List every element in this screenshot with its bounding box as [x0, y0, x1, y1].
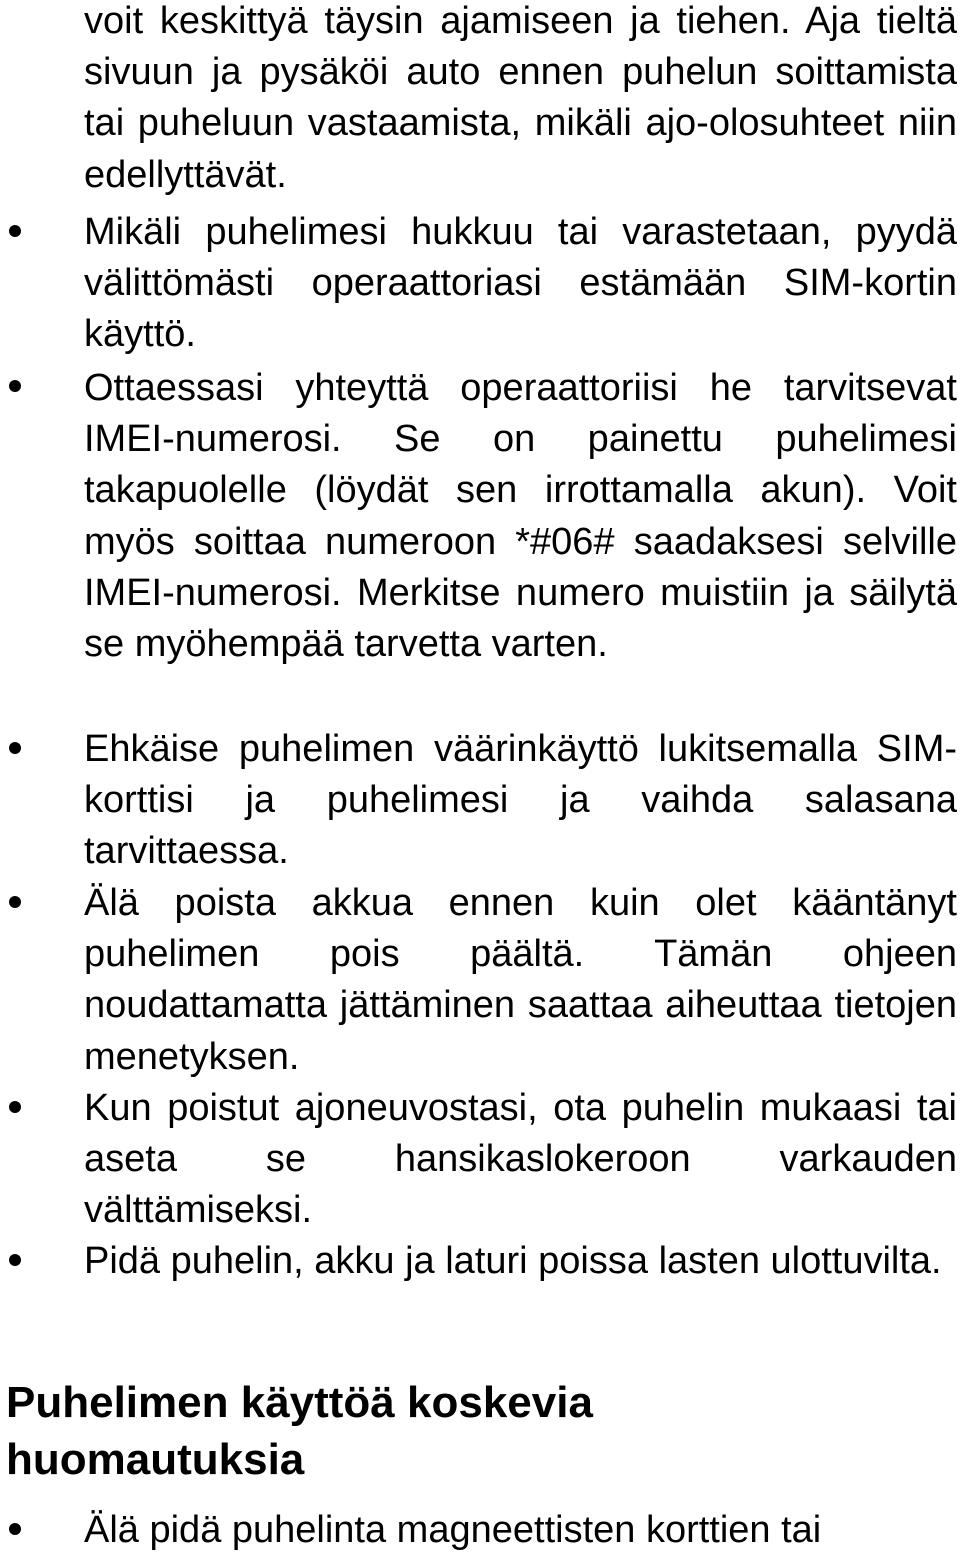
section-heading-line: Puhelimen käyttöä koskevia: [6, 1378, 593, 1427]
bullet-item: Kun poistut ajoneuvostasi, ota puhelin mukaasi tai aseta se hansikaslokeroon varkauden välttämiseksi.: [84, 1087, 957, 1232]
bullet-icon: [9, 1254, 21, 1266]
bullet-item: Mikäli puhelimesi hukkuu tai varastetaan, pyydä välittömästi operaattoriasi estämään SIM-kortin käyttö.: [84, 211, 957, 356]
bullet-icon: [9, 742, 21, 754]
bullet-item: Ottaessasi yhteyttä operaattoriisi he tarvitsevat IMEI-numerosi. Se on painettu puhelimesi takapuolelle (löydät sen irrottamalla akun). Voit myös soittaa numeroon *#06# saadaksesi selville IMEI-numerosi. Merkitse numero muistiin ja säilytä se myöhempää tarvetta varten.: [84, 367, 957, 666]
bullet-item: Ehkäise puhelimen väärinkäyttö lukitsemalla SIM-korttisi ja puhelimesi ja vaihda salasana tarvittaessa.: [84, 728, 957, 873]
section-heading-line: huomautuksia: [6, 1435, 305, 1484]
bullet-icon: [9, 1523, 21, 1535]
section-heading: [6, 1374, 946, 1488]
bullet-icon: [9, 1101, 21, 1113]
bullet-item: Pidä puhelin, akku ja laturi poissa lasten ulottuvilta.: [84, 1240, 942, 1282]
bullet-item: Älä pidä puhelinta magneettisten korttien tai: [84, 1509, 822, 1551]
bullet-icon: [9, 380, 21, 392]
bullet-icon: [9, 225, 21, 237]
continuation-paragraph: voit keskittyä täysin ajamiseen ja tiehen. Aja tieltä sivuun ja pysäköi auto ennen puhelun soittamista tai puheluun vastaamista, mikäli ajo-olosuhteet niin edellyttävät.: [84, 0, 957, 196]
bullet-item: Älä poista akkua ennen kuin olet kääntänyt puhelimen pois päältä. Tämän ohjeen noudattamatta jättäminen saattaa aiheuttaa tietojen menetyksen.: [84, 882, 957, 1078]
bullet-icon: [9, 896, 21, 908]
